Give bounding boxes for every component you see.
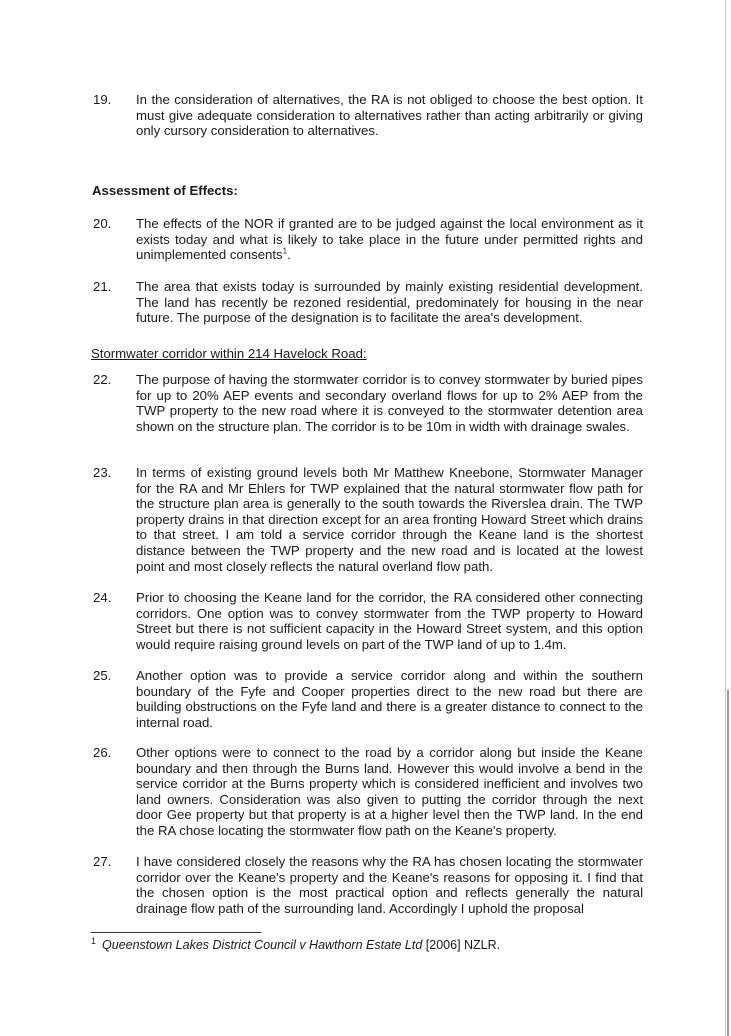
footnote xyxy=(91,936,500,952)
paragraph-20 xyxy=(93,216,643,263)
paragraph-text: Another option was to provide a service corridor along and within the southern boundary of the Fyfe and Cooper properties direct to the new road but there are building obstructions on the Fyfe land and there is a greater distance to connect to the internal road. xyxy=(136,668,643,730)
paragraph-text: The area that exists today is surrounded by mainly existing residential development. The land has recently be rezoned residential, predominately for housing in the near future. The purpose of the designation is to facilitate the area's development. xyxy=(136,279,643,326)
paragraph-number: 19. xyxy=(93,92,112,107)
paragraph-text: I have considered closely the reasons why the RA has chosen locating the stormwater corridor over the Keane's property and the Keane's reasons for opposing it. I find that the chosen option is the most practical option and reflects generally the natural drainage flow path of the surrounding land. Accordingly I uphold the proposal xyxy=(136,854,643,916)
footnote-marker: 1 xyxy=(91,936,97,946)
scan-edge-shadow xyxy=(727,690,729,1036)
paragraph-number: 20. xyxy=(93,216,112,231)
paragraph-number: 27. xyxy=(93,854,112,869)
section-heading-stormwater: Stormwater corridor within 214 Havelock Road: xyxy=(91,346,367,361)
paragraph-23 xyxy=(93,465,643,574)
paragraph-24 xyxy=(93,590,643,652)
paragraph-number: 21. xyxy=(93,279,112,294)
scan-edge-line xyxy=(725,0,726,1036)
section-heading-assessment: Assessment of Effects: xyxy=(92,183,238,198)
paragraph-number: 23. xyxy=(93,465,112,480)
footnote-separator xyxy=(91,932,261,933)
paragraph-number: 22. xyxy=(93,372,112,387)
paragraph-21 xyxy=(93,279,643,326)
footnote-reference: 1 xyxy=(282,246,288,256)
paragraph-number: 24. xyxy=(93,590,112,605)
paragraph-25 xyxy=(93,668,643,730)
paragraph-number: 25. xyxy=(93,668,112,683)
paragraph-text: Other options were to connect to the road by a corridor along but inside the Keane boundary and then through the Burns land. However this would involve a bend in the service corridor at the Burns property which is considered inefficient and involves two land owners. Consideration was also given to putting the corridor through the next door Gee property but that property is at a higher level then the TWP land. In the end the RA chose locating the stormwater flow path on the Keane's property. xyxy=(136,745,643,838)
paragraph-text: The purpose of having the stormwater corridor is to convey stormwater by buried pipes for up to 20% AEP events and secondary overland flows for up to 2% AEP from the TWP property to the new road where it is conveyed to the stormwater detention area shown on the structure plan. The corridor is to be 10m in width with drainage swales. xyxy=(136,372,643,434)
paragraph-26 xyxy=(93,745,643,839)
paragraph-27 xyxy=(93,854,643,916)
footnote-case-name: Queenstown Lakes District Council v Hawthorn Estate Ltd xyxy=(102,938,423,953)
paragraph-text: In terms of existing ground levels both Mr Matthew Kneebone, Stormwater Manager for the RA and Mr Ehlers for TWP explained that the natural stormwater flow path for the structure plan area is generally to the south towards the Riverslea drain. The TWP property drains in that direction except for an area fronting Howard Street which drains to that street. I am told a service corridor through the Keane land is the shortest distance between the TWP property and the new road and is located at the lowest point and most closely reflects the natural overland flow path. xyxy=(136,465,643,574)
paragraph-body: The effects of the NOR if granted are to be judged against the local environment as it exists today and what is likely to take place in the future under permitted rights and unimplemented consents xyxy=(136,216,643,263)
paragraph-22 xyxy=(93,372,643,434)
paragraph-end-punct: . xyxy=(287,247,291,263)
paragraph-text xyxy=(136,216,643,263)
paragraph-number: 26. xyxy=(93,745,112,760)
paragraph-text: In the consideration of alternatives, the RA is not obliged to choose the best option. It must give adequate consideration to alternatives rather than acting arbitrarily or giving only cursory consideration to alternatives. xyxy=(136,92,643,139)
paragraph-19 xyxy=(93,92,643,139)
paragraph-text: Prior to choosing the Keane land for the corridor, the RA considered other connecting corridors. One option was to convey stormwater from the TWP property to Howard Street but there is not sufficient capacity in the Howard Street system, and this option would require raising ground levels on part of the TWP land of up to 1.4m. xyxy=(136,590,643,652)
footnote-citation: [2006] NZLR. xyxy=(422,938,501,953)
